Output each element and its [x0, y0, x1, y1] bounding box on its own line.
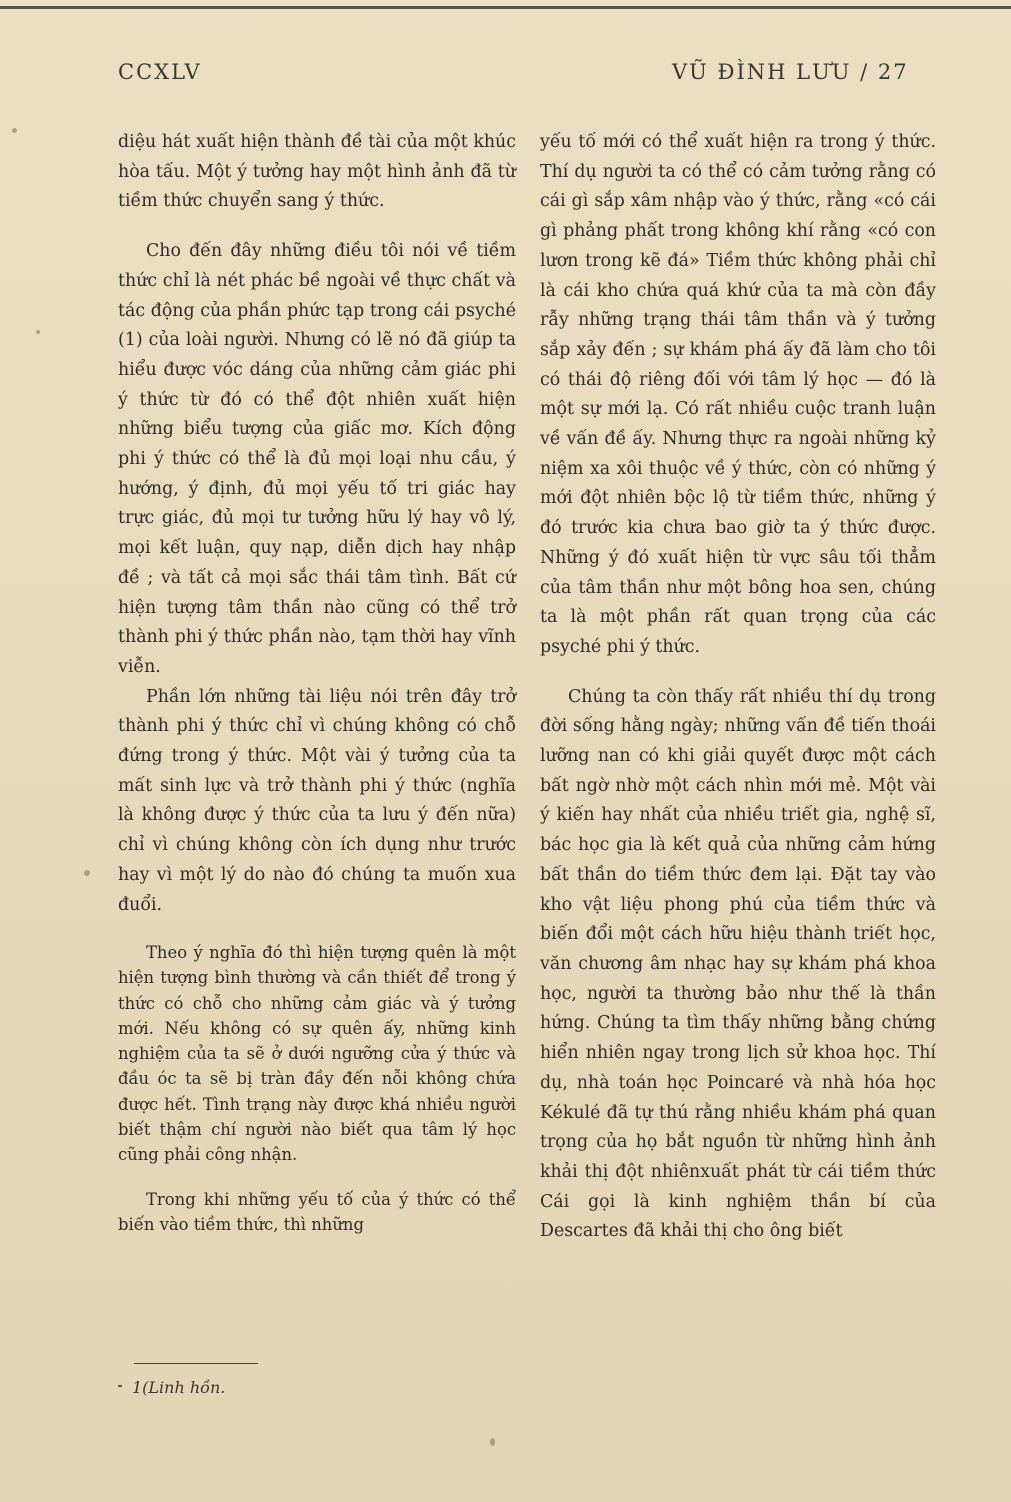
chapter-number: CCXLV: [118, 60, 202, 84]
paper-speck: [490, 1438, 495, 1446]
footnote: 1(Linh hồn.: [132, 1378, 226, 1397]
paragraph: Cho đến đây những điều tôi nói về tiềm thức chỉ là nét phác bề ngoài về thực chất và tác động của phần phức tạp trong cái psyché (1) của loài người. Nhưng có lẽ nó đã giúp ta hiểu được vóc dáng của những cảm giác phi ý thức từ đó có thể đột nhiên xuất hiện những biểu tượng của giấc mơ. Kích động phi ý thức có thể là đủ mọi loại nhu cầu, ý hướng, ý định, đủ mọi yếu tố tri giác hay trực giác, đủ mọi tư tưởng hữu lý hay vô lý, mọi kết luận, quy nạp, diễn dịch hay nhập đề ; và tất cả mọi sắc thái tâm tình. Bất cứ hiện tượng tâm thần nào cũng có thể trở thành phi ý thức phần nào, tạm thời hay vĩnh viễn.: [118, 241, 516, 677]
paragraph: Trong khi những yếu tố của ý thức có thể biến vào tiềm thức, thì những: [118, 1190, 516, 1235]
paper-speck: [36, 330, 40, 334]
paragraph: diệu hát xuất hiện thành đề tài của một khúc hòa tấu. Một ý tưởng hay một hình ảnh đã từ tiềm thức chuyển sang ý thức.: [118, 132, 516, 212]
top-border-rule: [0, 6, 1011, 9]
author-page-number: VŨ ĐÌNH LƯU / 27: [672, 60, 909, 84]
paragraph: Phần lớn những tài liệu nói trên đây trở thành phi ý thức chỉ vì chúng không có chỗ đứng trong ý thức. Một vài ý tưởng của ta mất sinh lực và trở thành phi ý thức (nghĩa là không được ý thức của ta lưu ý đến nữa) chỉ vì chúng không còn ích dụng như trước hay vì một lý do nào đó chúng ta muốn xua đuổi.: [118, 686, 516, 915]
footnote-divider: [134, 1363, 258, 1364]
paper-speck: [84, 870, 90, 876]
paragraph: yếu tố mới có thể xuất hiện ra trong ý thức. Thí dụ người ta có thể có cảm tưởng rằng có cái gì sắp xâm nhập vào ý thức, rằng «có cái gì phảng phất trong không khí rằng «có con lươn trong kẽ đá» Tiềm thức không phải chỉ là cái kho chứa quá khứ của ta mà còn đầy rẫy những trạng thái tâm thần và ý tưởng sắp xảy đến ; sự khám phá ấy đã làm cho tôi có thái độ riêng đối với tâm lý học — đó là một sự mới lạ. Có rất nhiều cuộc tranh luận về vấn đề ấy. Nhưng thực ra ngoài những kỷ niệm xa xôi thuộc về ý thức, còn có những ý mới đột nhiên bộc lộ từ tiềm thức, những ý đó trước kia chưa bao giờ ta ý thức được. Những ý đó xuất hiện từ vực sâu tối thẳm của tâm thần như một bông hoa sen, chúng ta là một phần rất quan trọng của các psyché phi ý thức.: [540, 132, 936, 657]
left-column: [118, 128, 516, 1238]
right-column: [540, 128, 936, 1247]
footnote-mark: [118, 1385, 122, 1387]
paragraph: Chúng ta còn thấy rất nhiều thí dụ trong đời sống hằng ngày; những vấn đề tiến thoái lưỡng nan có khi giải quyết được một cách bất ngờ nhờ một cách nhìn mới mẻ. Một vài ý kiến hay nhất của nhiều triết gia, nghệ sĩ, bác học gia là kết quả của những cảm hứng bất thần do tiềm thức đem lại. Đặt tay vào kho vật liệu phong phú của tiềm thức và biến đổi một cách hữu hiệu thành triết học, văn chương âm nhạc hay sự khám phá khoa học, người ta thường bảo như thế là thần hứng. Chúng ta tìm thấy những bằng chứng hiển nhiên ngay trong lịch sử khoa học. Thí dụ, nhà toán học Poincaré và nhà hóa học Kékulé đã tự thú rằng nhiều khám phá quan trọng của họ bắt nguồn từ những hình ảnh khải thị đột nhiênxuất phát từ cái tiềm thức Cái gọi là kinh nghiệm thần bí của Descartes đã khải thị cho ông biết: [540, 686, 936, 1242]
paragraph: Theo ý nghĩa đó thì hiện tượng quên là một hiện tượng bình thường và cần thiết để trong ý thức có chỗ cho những cảm giác và ý tưởng mới. Nếu không có sự quên ấy, những kinh nghiệm của ta sẽ ở dưới ngưỡng cửa ý thức và đầu óc ta sẽ bị tràn đầy đến nỗi không chứa được hết. Tình trạng này được khá nhiều người biết thậm chí người nào biết qua tâm lý học cũng phải công nhận.: [118, 943, 516, 1164]
paper-speck: [12, 128, 17, 133]
